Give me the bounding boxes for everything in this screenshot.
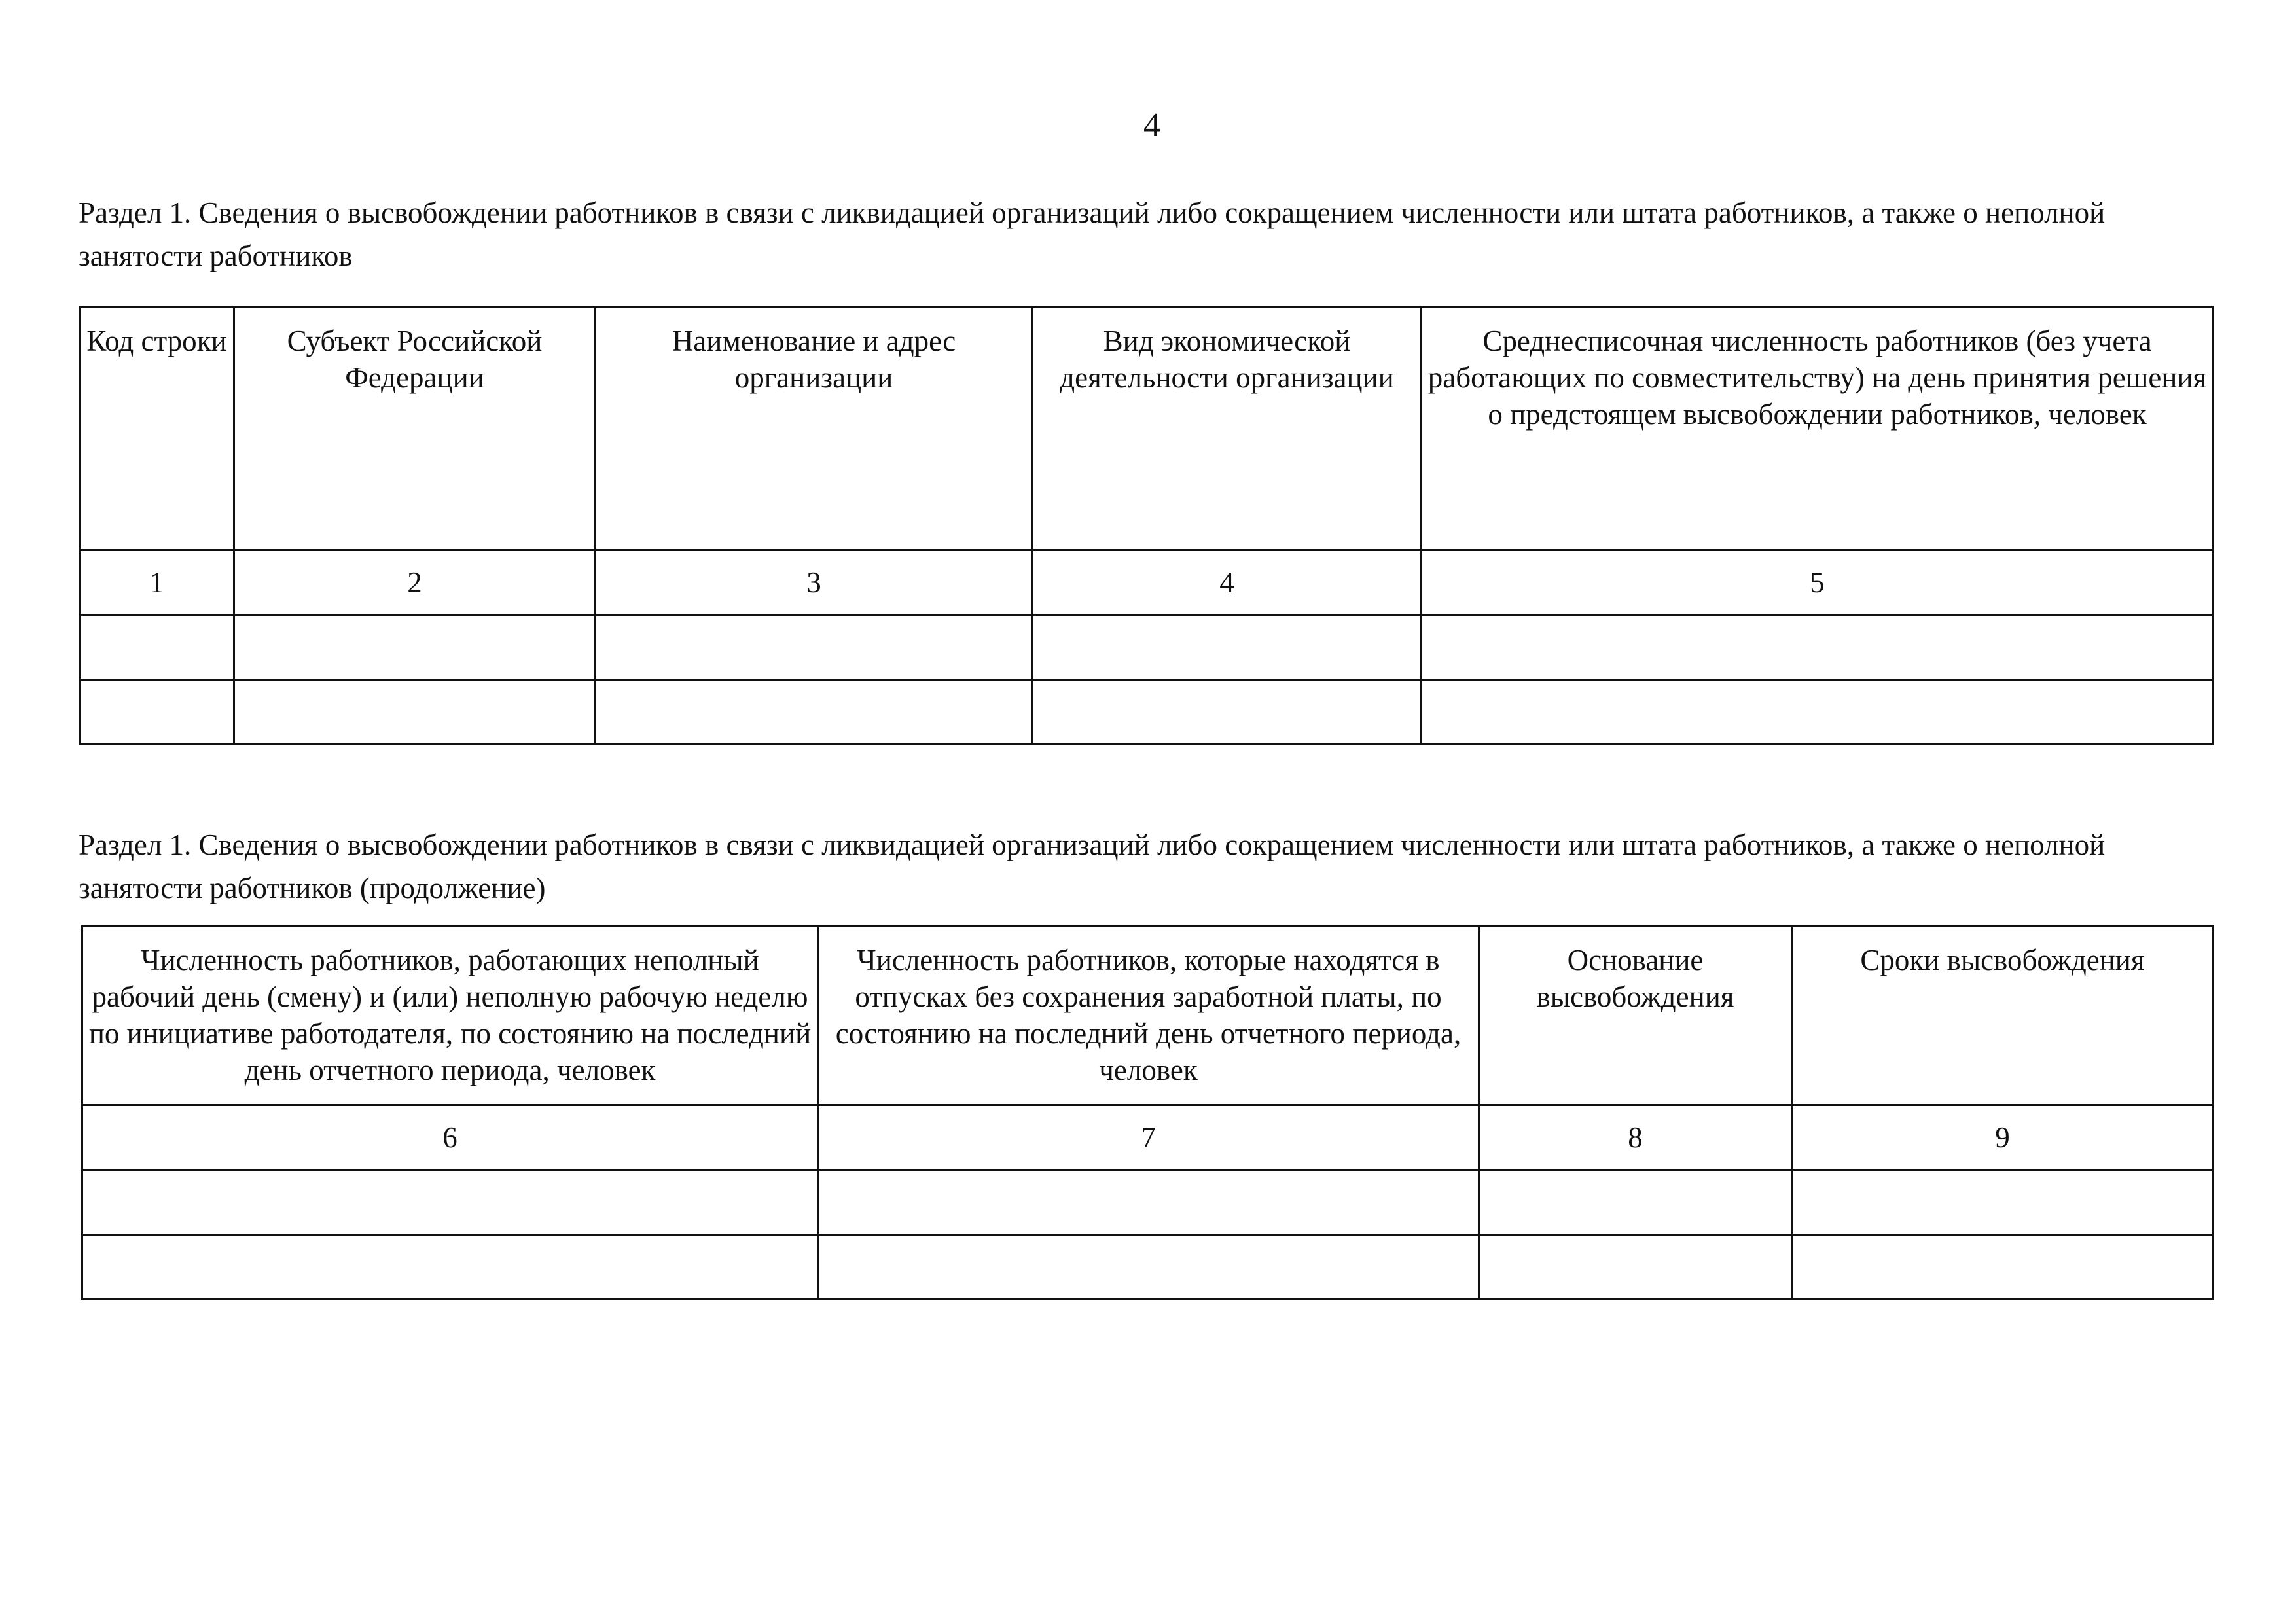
col-header-row-code: Код строки: [80, 308, 234, 550]
table-cell[interactable]: [80, 680, 234, 745]
section-1-title: Раздел 1. Сведения о высвобождении работников в связи с ликвидацией организаций либо сокращением численности или штата работников, а также о неполной занятости работников: [79, 196, 2106, 272]
table-cell[interactable]: [818, 1235, 1479, 1300]
col-number: 9: [1792, 1105, 2214, 1170]
table-cell[interactable]: [1792, 1170, 2214, 1235]
table-cell[interactable]: [1033, 615, 1422, 680]
table-header-row: [80, 308, 2214, 550]
col-header-org-name-address: Наименование и адрес организации: [596, 308, 1033, 550]
page-number: 4: [1143, 107, 1160, 144]
col-header-economic-activity: Вид экономической деятельности организации: [1033, 308, 1422, 550]
table-row: [82, 1235, 2214, 1300]
col-header-release-dates: Сроки высвобождения: [1792, 927, 2214, 1105]
table-cell[interactable]: [596, 615, 1033, 680]
table-row: [80, 615, 2214, 680]
col-number: 3: [596, 550, 1033, 615]
col-number: 8: [1479, 1105, 1792, 1170]
table-cell[interactable]: [596, 680, 1033, 745]
table-cell[interactable]: [82, 1235, 818, 1300]
table-cell[interactable]: [1479, 1235, 1792, 1300]
col-header-release-basis: Основание высвобождения: [1479, 927, 1792, 1105]
table-cell[interactable]: [234, 680, 596, 745]
table-row: [80, 680, 2214, 745]
table-cell[interactable]: [234, 615, 596, 680]
table-header-row: [82, 927, 2214, 1105]
section-1-continuation-table: [81, 925, 2214, 1300]
col-number: 4: [1033, 550, 1422, 615]
table-row: [82, 1170, 2214, 1235]
table-cell[interactable]: [82, 1170, 818, 1235]
section-1-table: [79, 306, 2214, 745]
col-number: 6: [82, 1105, 818, 1170]
column-number-row: [82, 1105, 2214, 1170]
col-header-subject: Субъект Российской Федерации: [234, 308, 596, 550]
table-cell[interactable]: [1422, 615, 2214, 680]
col-header-part-time-workers: Численность работников, работающих неполный рабочий день (смену) и (или) неполную рабочую неделю по инициативе работодателя, по состоянию на последний день отчетного периода, человек: [82, 927, 818, 1105]
section-1-continuation-title: Раздел 1. Сведения о высвобождении работников в связи с ликвидацией организаций либо сокращением численности или штата работников, а также о неполной занятости работников (продолжение): [79, 829, 2106, 904]
col-header-average-headcount: Среднесписочная численность работников (без учета работающих по совместительству) на день принятия решения о предстоящем высвобождении работников, человек: [1422, 308, 2214, 550]
col-number: 2: [234, 550, 596, 615]
table-cell[interactable]: [1792, 1235, 2214, 1300]
col-header-unpaid-leave-workers: Численность работников, которые находятся в отпусках без сохранения заработной платы, по состоянию на последний день отчетного периода, человек: [818, 927, 1479, 1105]
table-cell[interactable]: [1422, 680, 2214, 745]
col-number: 5: [1422, 550, 2214, 615]
column-number-row: [80, 550, 2214, 615]
table-cell[interactable]: [1479, 1170, 1792, 1235]
table-cell[interactable]: [818, 1170, 1479, 1235]
table-cell[interactable]: [1033, 680, 1422, 745]
table-cell[interactable]: [80, 615, 234, 680]
col-number: 1: [80, 550, 234, 615]
col-number: 7: [818, 1105, 1479, 1170]
